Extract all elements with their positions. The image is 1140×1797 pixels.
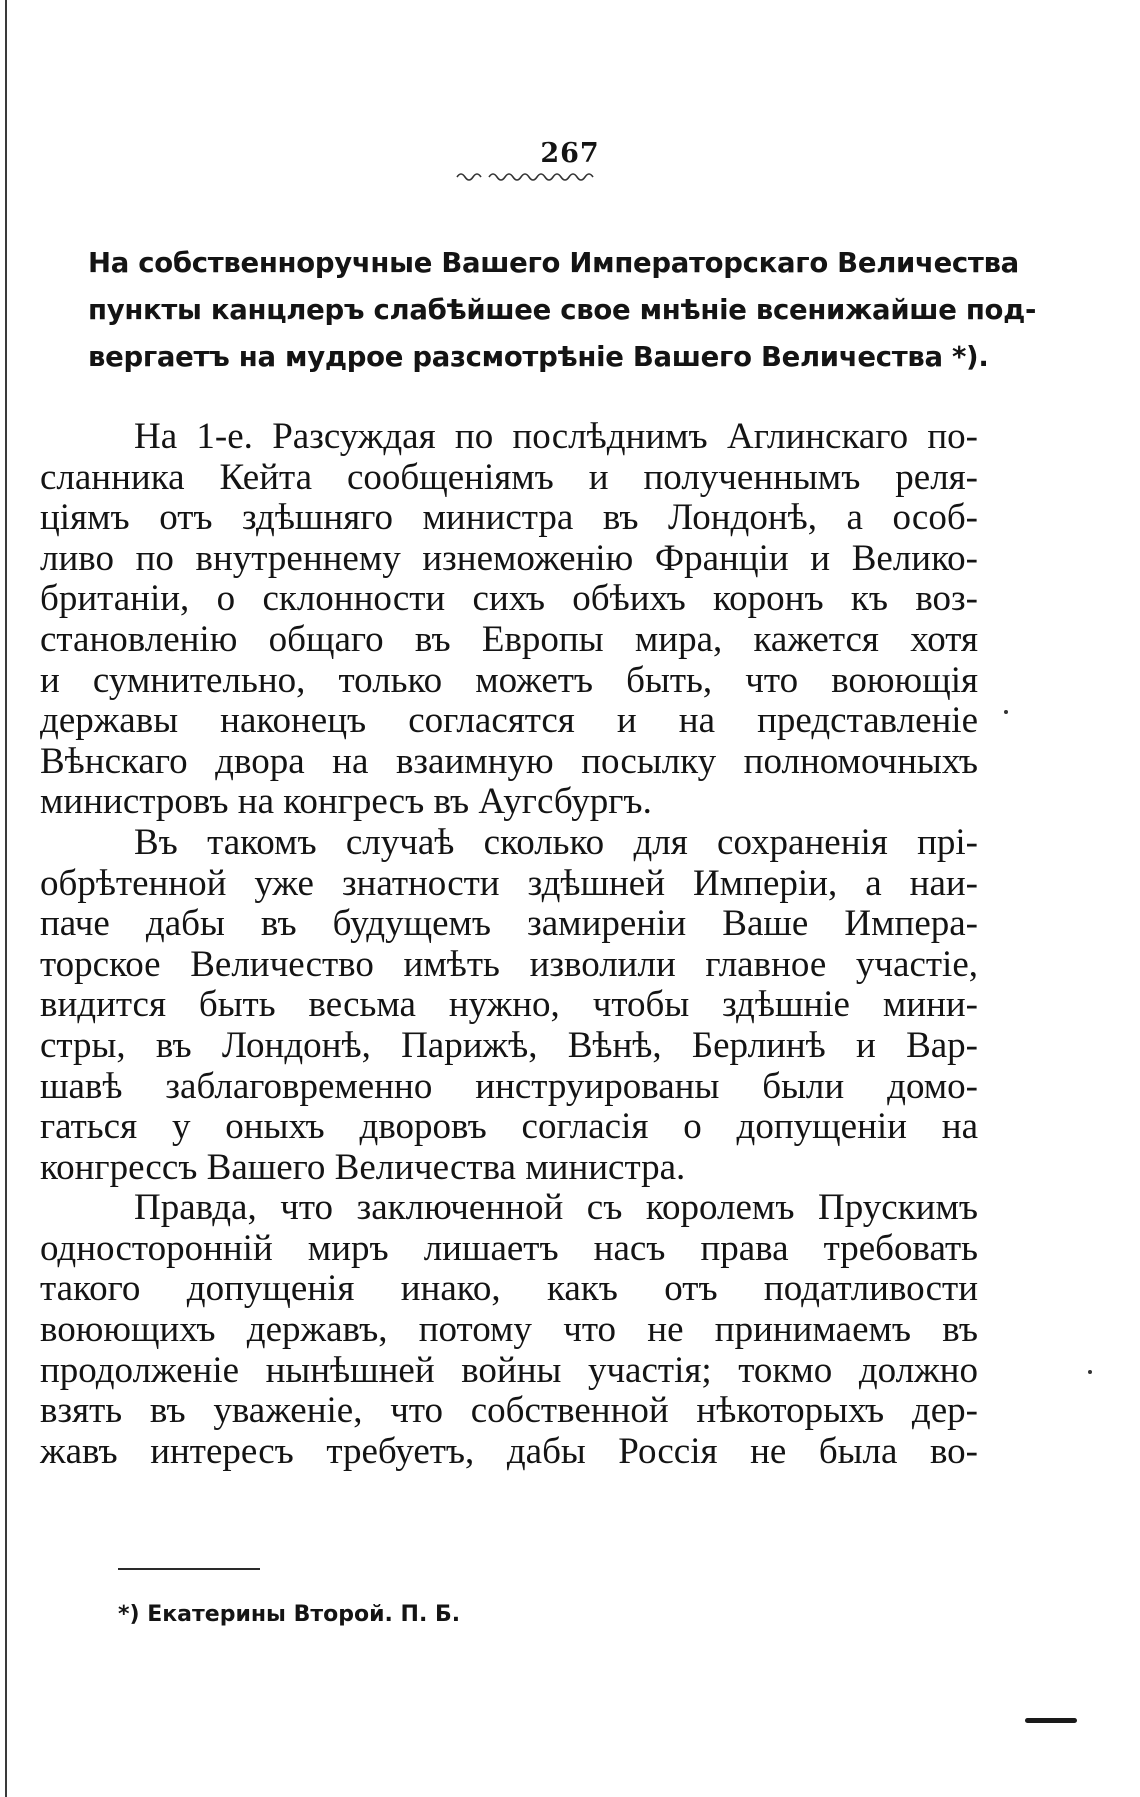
page-number: 267 <box>540 138 600 169</box>
text-line: гаться у оныхъ дворовъ согласія о допущеніи на <box>40 1106 978 1148</box>
heading-line: На собственноручные Вашего Императорскаго Величества <box>88 247 1019 279</box>
text-line: Въ такомъ случаѣ сколько для сохраненія прі- <box>134 821 978 863</box>
text-line: и сумнительно, только можетъ быть, что воюющія <box>40 659 978 701</box>
page-left-edge <box>5 0 7 1797</box>
heading-line: вергаетъ на мудрое разсмотрѣніе Вашего Величества *). <box>88 341 989 373</box>
text-line: министровъ на конгресъ въ Аугсбургъ. <box>40 781 652 823</box>
text-line: ливо по внутреннему изнеможенію Франціи и Велико- <box>40 537 978 579</box>
footnote-rule <box>118 1568 260 1570</box>
text-line: паче дабы въ будущемъ замиреніи Ваше Импера- <box>40 903 978 945</box>
text-line: односторонній миръ лишаетъ насъ права требовать <box>40 1227 978 1269</box>
section-heading <box>88 240 1037 381</box>
text-line: продолженіе нынѣшней войны участія; токмо должно <box>40 1349 978 1391</box>
text-line: сланника Кейта сообщеніямъ и полученнымъ реля- <box>40 456 978 498</box>
text-line: шавѣ заблаговременно инструированы были домо- <box>40 1065 978 1107</box>
text-line: обрѣтенной уже знатности здѣшней Имперіи, а наи- <box>40 862 978 904</box>
footnote: *) Екатерины Второй. П. Б. <box>118 1602 461 1627</box>
text-line: державы наконецъ согласятся и на представленіе <box>40 700 978 742</box>
text-line: торское Величество имѣть изволили главное участіе, <box>40 943 978 985</box>
text-line: становленію общаго въ Европы мира, кажется хотя <box>40 618 978 660</box>
text-line: конгрессъ Вашего Величества министра. <box>40 1146 686 1188</box>
text-line: британіи, о склонности сихъ обѣихъ коронъ къ воз- <box>40 578 978 620</box>
text-line: воюющихъ державъ, потому что не принимаемъ въ <box>40 1309 978 1351</box>
heading-line: пункты канцлеръ слабѣйшее свое мнѣніе всенижайше под- <box>88 294 1037 326</box>
text-line: видится быть весьма нужно, чтобы здѣшніе мини- <box>40 984 978 1026</box>
text-line: жавъ интересъ требуетъ, дабы Россія не была во- <box>40 1430 978 1472</box>
scan-speck <box>1088 1370 1092 1374</box>
text-line: стры, въ Лондонѣ, Парижѣ, Вѣнѣ, Берлинѣ и Вар- <box>40 1024 978 1066</box>
ornament-divider <box>455 168 605 182</box>
text-line: На 1-е. Разсуждая по послѣднимъ Аглинскаго по- <box>134 416 978 457</box>
text-line: Вѣнскаго двора на взаимную посылку полномочныхъ <box>40 740 978 782</box>
scan-speck <box>1004 710 1008 714</box>
text-line: взять въ уваженіе, что собственной нѣкоторыхъ дер- <box>40 1390 978 1432</box>
body-text <box>40 416 978 1472</box>
text-line: ціямъ отъ здѣшняго министра въ Лондонѣ, а особ- <box>40 497 978 539</box>
scan-smudge <box>1025 1718 1077 1723</box>
text-line: такого допущенія инако, какъ отъ податливости <box>40 1268 978 1310</box>
text-line: Правда, что заключенной съ королемъ Прускимъ <box>134 1187 978 1229</box>
